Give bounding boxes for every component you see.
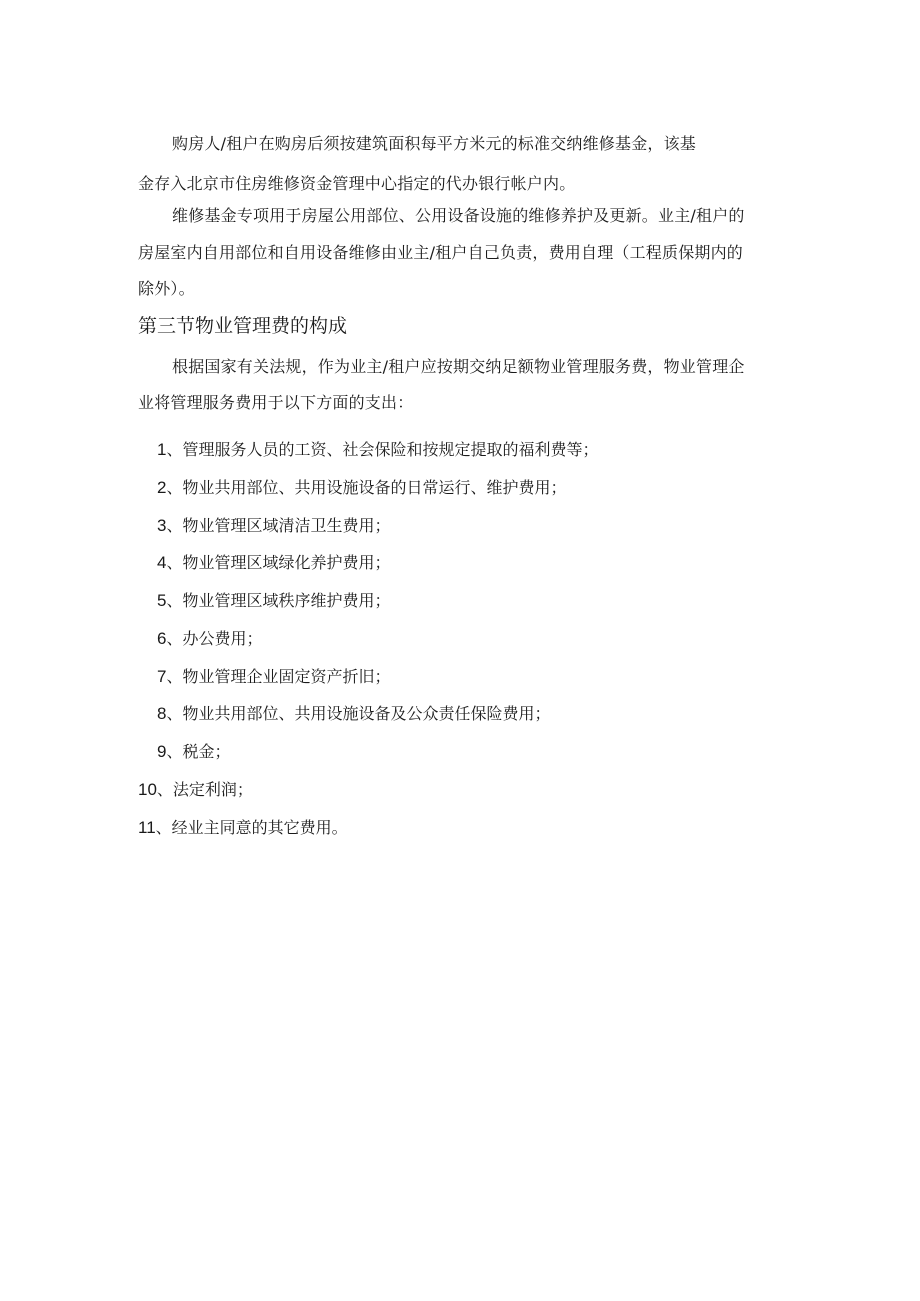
- list-item-text: 、办公费用；: [166, 629, 263, 648]
- list-item-text: 、物业共用部位、共用设施设备的日常运行、维护费用；: [166, 478, 567, 497]
- paragraph-1-line-1: 购房人/租户在购房后须按建筑面积每平方米元的标准交纳维修基金，该基: [172, 134, 696, 153]
- paragraph-2-line-1: 维修基金专项用于房屋公用部位、公用设备设施的维修养护及更新。业主/租户的: [172, 206, 745, 225]
- paragraph-2-line-2: 房屋室内自用部位和自用设备维修由业主/租户自己负责，费用自理（工程质保期内的: [138, 243, 743, 262]
- list-item-number: 8: [157, 704, 167, 723]
- list-item-text: 、物业管理企业固定资产折旧；: [166, 667, 391, 686]
- list-item-text: 、物业共用部位、共用设施设备及公众责任保险费用；: [166, 704, 551, 723]
- list-item-number: 10: [138, 780, 157, 799]
- list-item: [157, 515, 390, 537]
- list-item-number: 4: [157, 553, 167, 572]
- list-item: [157, 477, 566, 499]
- list-item-number: 11: [138, 818, 156, 837]
- list-item: [157, 628, 262, 650]
- list-item: [138, 779, 253, 801]
- list-item: [138, 817, 348, 839]
- list-item-number: 1: [157, 440, 167, 459]
- list-item-text: 、法定利润；: [156, 780, 253, 799]
- list-item: [157, 666, 390, 688]
- list-item-text: 、物业管理区域清洁卫生费用；: [166, 516, 391, 535]
- paragraph-2-line-3: 除外）。: [138, 279, 195, 298]
- list-item: [157, 439, 598, 461]
- list-item-text: 、物业管理区域绿化养护费用；: [166, 553, 391, 572]
- list-item-text: 、经业主同意的其它费用。: [155, 818, 348, 837]
- list-item: [157, 741, 230, 763]
- list-item-text: 、物业管理区域秩序维护费用；: [166, 591, 391, 610]
- list-item-number: 3: [157, 516, 167, 535]
- section-title: 第三节物业管理费的构成: [138, 315, 348, 337]
- section-intro-line-1: 根据国家有关法规，作为业主/租户应按期交纳足额物业管理服务费，物业管理企: [172, 357, 745, 376]
- list-item-text: 、管理服务人员的工资、社会保险和按规定提取的福利费等；: [166, 440, 599, 459]
- paragraph-1-line-2: 金存入北京市住房维修资金管理中心指定的代办银行帐户内。: [138, 174, 576, 193]
- list-item: [157, 703, 550, 725]
- list-item: [157, 552, 390, 574]
- list-item-number: 9: [157, 742, 167, 761]
- list-item-number: 6: [157, 629, 167, 648]
- list-item-number: 7: [157, 667, 167, 686]
- list-item-number: 2: [157, 478, 167, 497]
- section-intro-line-2: 业将管理服务费用于以下方面的支出：: [138, 393, 414, 412]
- list-item: [157, 590, 390, 612]
- list-item-number: 5: [157, 591, 167, 610]
- list-item-text: 、税金；: [166, 742, 231, 761]
